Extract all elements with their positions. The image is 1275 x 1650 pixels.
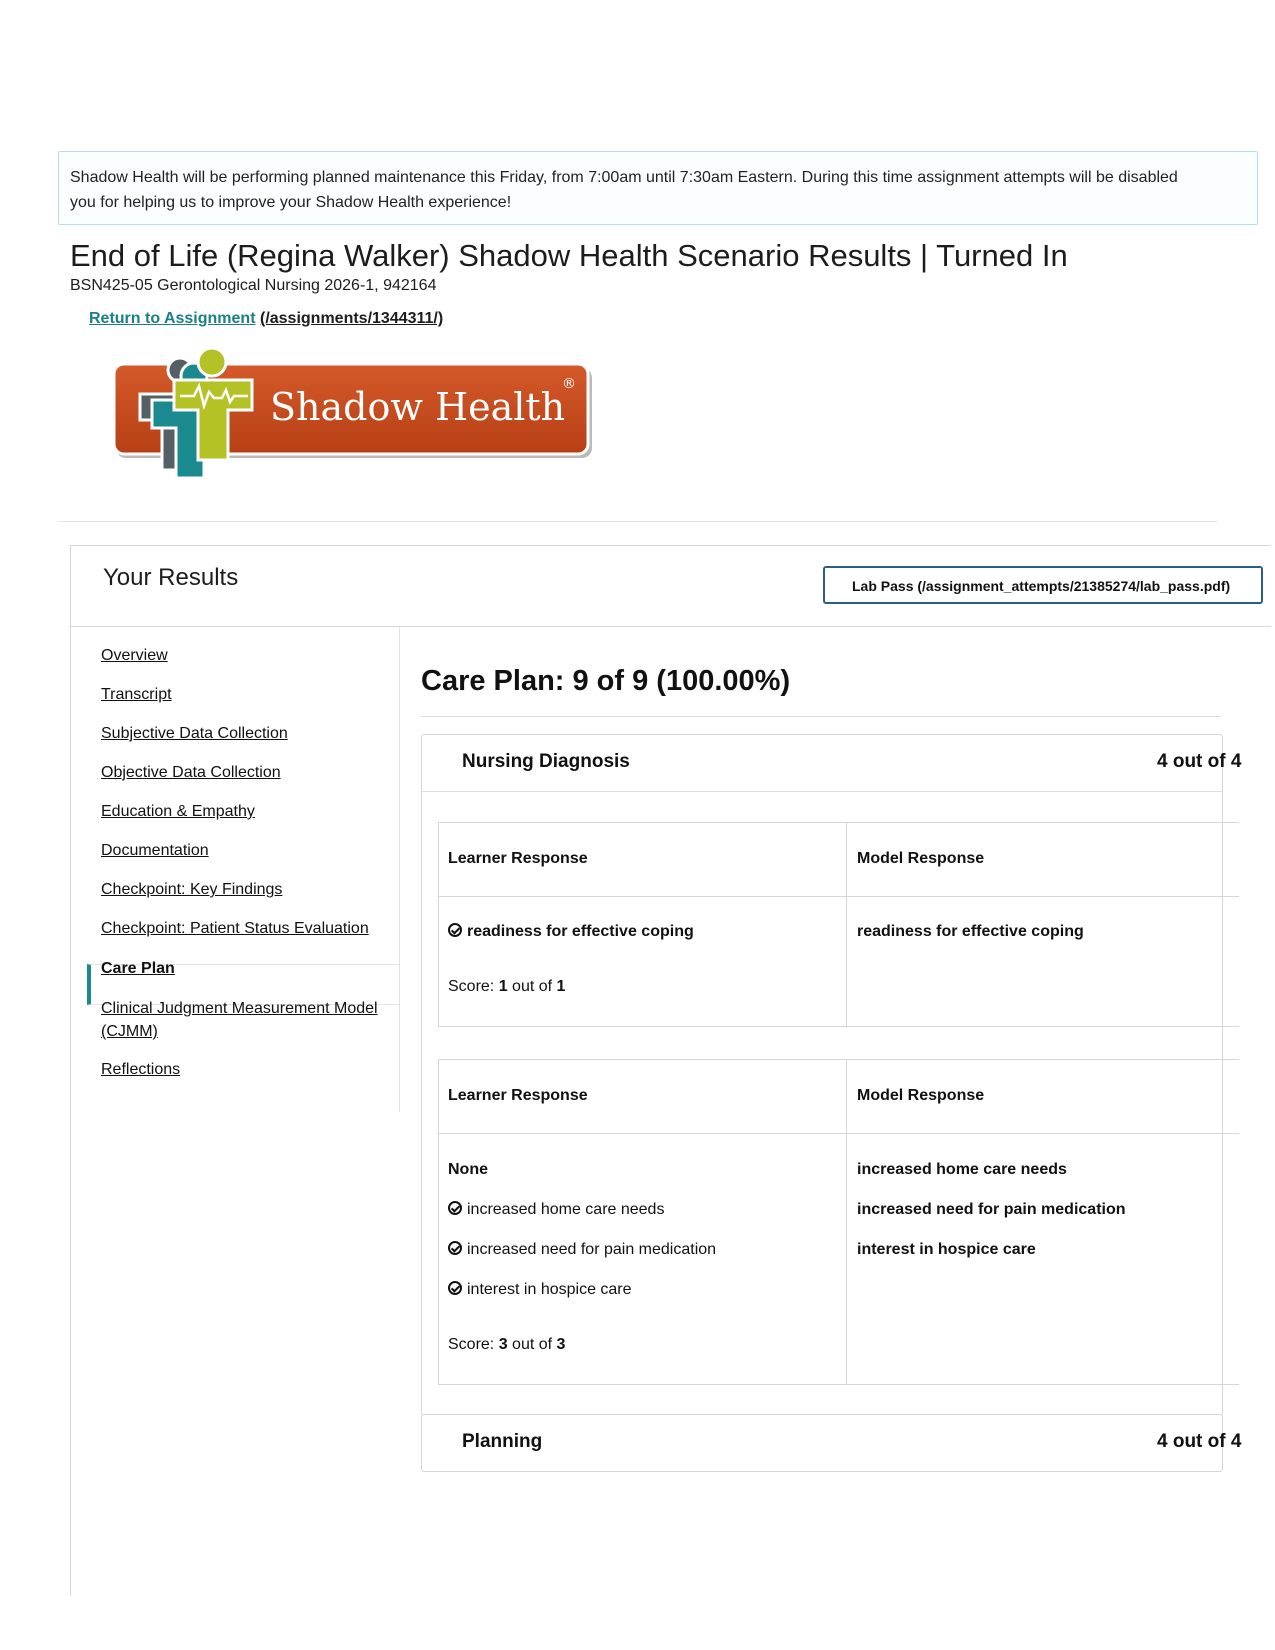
- sidebar-item-objective[interactable]: Objective Data Collection: [101, 764, 281, 781]
- nursing-diagnosis-card: [421, 734, 1242, 1416]
- sidebar-item-patient-status[interactable]: Checkpoint: Patient Status Evaluation: [101, 920, 369, 937]
- sidebar-item-education[interactable]: Education & Empathy: [101, 803, 255, 820]
- card-header[interactable]: [422, 1415, 1242, 1471]
- item-score: Score: 3 out of 3: [448, 1336, 566, 1353]
- learner-none: None: [448, 1161, 488, 1178]
- learner-header: Learner Response: [448, 1087, 588, 1104]
- card-score: 4 out of 4: [1157, 751, 1242, 772]
- cjmm-label-line1: Clinical Judgment Measurement Model: [101, 1000, 378, 1017]
- planning-card: [421, 1414, 1242, 1472]
- banner-line-2: you for helping us to improve your Shadow Health experience!: [70, 194, 512, 211]
- sidebar-item-overview[interactable]: Overview: [101, 647, 168, 664]
- card-title: Nursing Diagnosis: [462, 751, 630, 772]
- response-table: [438, 1059, 1239, 1385]
- course-subtitle: BSN425-05 Gerontological Nursing 2026-1, 942164: [70, 277, 437, 294]
- divider: [58, 521, 1218, 522]
- section-title: Care Plan: 9 of 9 (100.00%): [421, 665, 791, 697]
- model-header: Model Response: [857, 850, 985, 867]
- return-link[interactable]: Return to Assignment: [89, 310, 256, 327]
- sidebar-item-transcript[interactable]: Transcript: [101, 686, 172, 703]
- model-item: readiness for effective coping: [857, 923, 1084, 940]
- lab-pass-button[interactable]: Lab Pass (/assignment_attempts/21385274/lab_pass.pdf): [823, 566, 1263, 604]
- check-circle-icon: [448, 923, 462, 937]
- model-item: increased need for pain medication: [857, 1201, 1126, 1218]
- learner-item: readiness for effective coping: [448, 923, 694, 941]
- cjmm-label-line2: (CJMM): [101, 1023, 158, 1040]
- sidebar-item-subjective[interactable]: Subjective Data Collection: [101, 725, 288, 742]
- card-header[interactable]: [422, 735, 1242, 792]
- results-sidebar: [71, 627, 400, 1112]
- card-title: Planning: [462, 1431, 543, 1452]
- return-to-assignment[interactable]: [89, 310, 443, 328]
- item-score: Score: 1 out of 1: [448, 978, 566, 995]
- section-divider: [421, 716, 1221, 717]
- shadow-health-logo: [114, 356, 624, 491]
- check-circle-icon: [448, 1241, 462, 1255]
- learner-header: Learner Response: [448, 850, 588, 867]
- sidebar-item-documentation[interactable]: Documentation: [101, 842, 209, 859]
- check-circle-icon: [448, 1201, 462, 1215]
- results-header: [71, 546, 1271, 627]
- check-circle-icon: [448, 1281, 462, 1295]
- registered-mark: ®: [562, 376, 576, 392]
- maintenance-banner: [58, 151, 1258, 225]
- sidebar-item-cjmm[interactable]: [101, 997, 378, 1043]
- return-url[interactable]: (/assignments/1344311/): [259, 310, 444, 327]
- banner-line-1: Shadow Health will be performing planned maintenance this Friday, from 7:00am until 7:30am Eastern. During this time assignment attempts will be disabled: [70, 169, 1178, 186]
- response-table: [438, 822, 1239, 1027]
- model-item: increased home care needs: [857, 1161, 1067, 1178]
- logo-text: Shadow Health: [270, 385, 566, 429]
- model-header: Model Response: [857, 1087, 985, 1104]
- results-title: Your Results: [103, 564, 239, 591]
- sidebar-item-reflections[interactable]: Reflections: [101, 1061, 181, 1078]
- learner-item: increased home care needs: [448, 1201, 664, 1219]
- model-item: interest in hospice care: [857, 1241, 1036, 1258]
- sidebar-item-key-findings[interactable]: Checkpoint: Key Findings: [101, 881, 283, 898]
- learner-item: interest in hospice care: [448, 1281, 632, 1299]
- sidebar-item-care-plan[interactable]: Care Plan: [101, 960, 175, 977]
- learner-item: increased need for pain medication: [448, 1241, 716, 1259]
- page-title: End of Life (Regina Walker) Shadow Health Scenario Results | Turned In: [70, 238, 1068, 273]
- card-score: 4 out of 4: [1157, 1431, 1242, 1452]
